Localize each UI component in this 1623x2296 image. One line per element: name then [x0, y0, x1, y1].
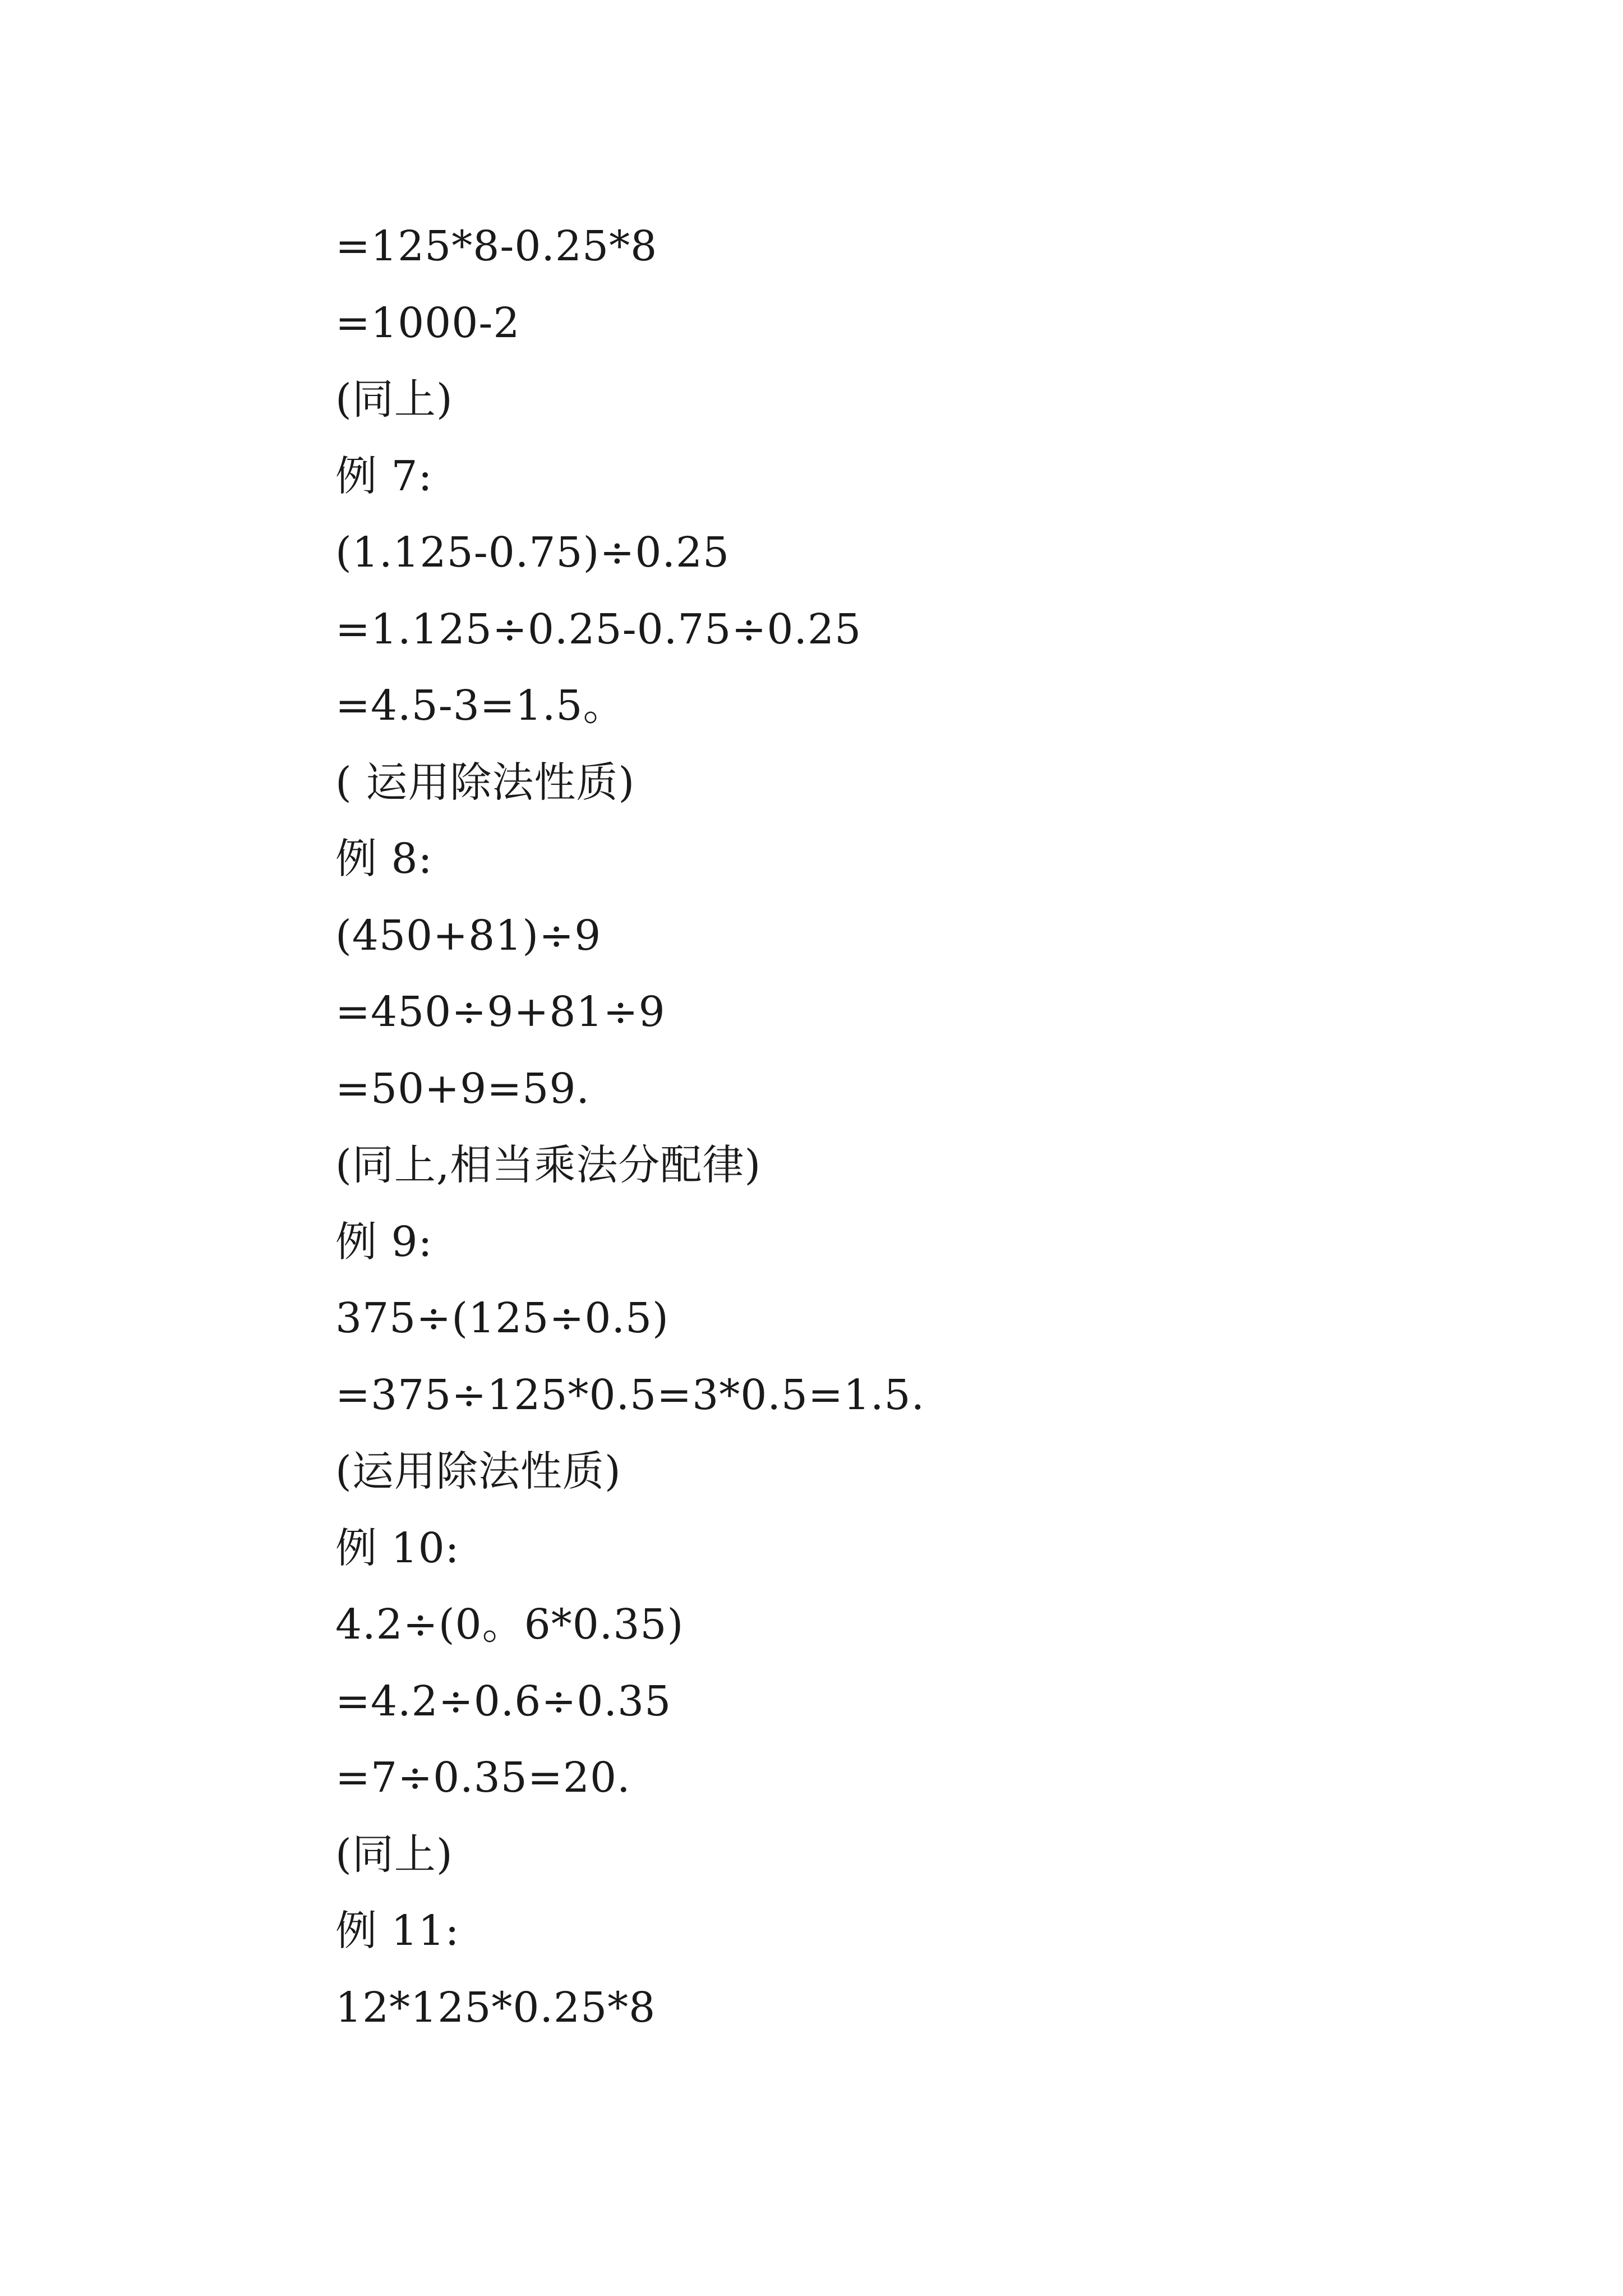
- example-heading: 例 11:: [335, 1907, 460, 1955]
- text-line: =375÷125*0.5=3*0.5=1.5.: [335, 1370, 925, 1419]
- text-line: (同上,相当乘法分配律): [335, 1141, 762, 1189]
- text-line: =450÷9+81÷9: [335, 988, 666, 1036]
- example-heading: 例 7:: [335, 452, 433, 500]
- example-heading: 例 9:: [335, 1217, 433, 1266]
- text-line: =1.125÷0.25-0.75÷0.25: [335, 605, 862, 654]
- text-line: =125*8-0.25*8: [335, 222, 658, 270]
- text-line: 12*125*0.25*8: [335, 1983, 656, 2032]
- text-line: =7÷0.35=20.: [335, 1754, 631, 1802]
- example-heading: 例 10:: [335, 1524, 460, 1572]
- text-line: 375÷(125÷0.5): [335, 1294, 669, 1342]
- text-line: =4.5-3=1.5。: [335, 682, 625, 730]
- example-heading: 例 8:: [335, 835, 433, 883]
- text-line: =4.2÷0.6÷0.35: [335, 1677, 672, 1726]
- text-line: (同上): [335, 1830, 453, 1879]
- text-line: (450+81)÷9: [335, 911, 602, 960]
- text-line: (运用除法性质): [335, 1447, 621, 1496]
- text-line: 4.2÷(0。6*0.35): [335, 1600, 684, 1649]
- text-line: =1000-2: [335, 298, 520, 347]
- text-line: (同上): [335, 375, 453, 424]
- text-line: (1.125-0.75)÷0.25: [335, 528, 730, 577]
- text-line: =50+9=59.: [335, 1064, 590, 1113]
- document-body: [335, 208, 1457, 2046]
- text-line: ( 运用除法性质): [335, 758, 635, 807]
